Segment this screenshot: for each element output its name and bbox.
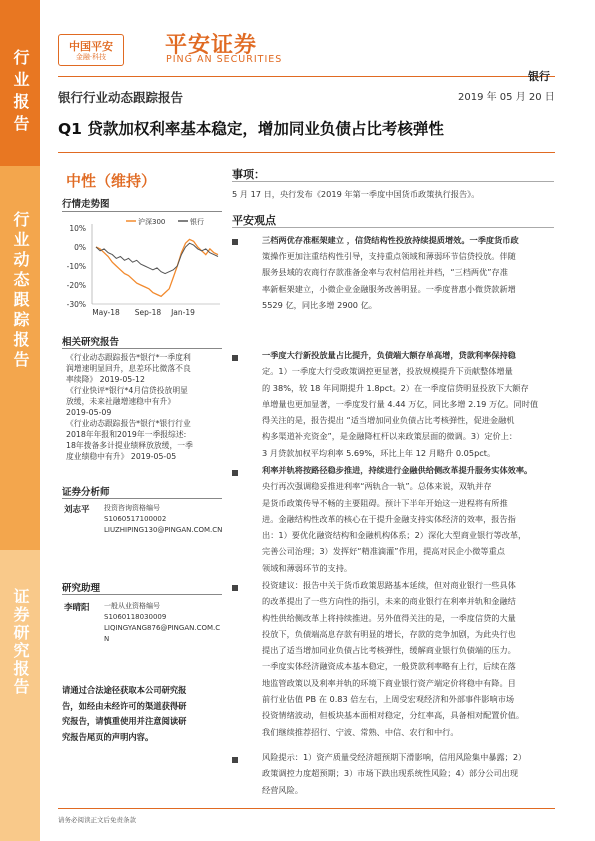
related-line: 18年拨备多计提业绩释放放缓，一季 (66, 441, 193, 450)
footer-rule (58, 808, 555, 809)
paragraph-investment-advice (262, 577, 554, 740)
header-rule (58, 76, 555, 77)
assistant-info-line: 一般从业资格编号 (104, 602, 160, 610)
sidebar-label-securities-research: 证券研究报告 (11, 588, 30, 696)
trend-title-rule (62, 211, 222, 212)
para-line: 三档两优存准框架建立 ，信贷结构性投放持续提质增效。一季度货币政 (262, 235, 519, 245)
x-tick-label: May-18 (92, 308, 120, 317)
para-line: 一季度大行新投放量占比提升，负债端大额存单高增，贷款利率保持稳 (262, 350, 516, 360)
assistant-info-line: S1060118030009 (104, 613, 167, 621)
analyst-title-rule (62, 498, 222, 499)
para-line: 得关注的是，报告提出 “适当增加同业负债占比考核弹性，促进金融机 (262, 415, 515, 426)
report-date: 2019 年 05 月 20 日 (458, 92, 555, 103)
para-line: 前行业估值 PB 在 0.83 倍左右，上周受宏观经济和外部事件影响市场 (262, 694, 515, 705)
events-text: 5 月 17 日，央行发布《2019 年第一季度中国货币政策执行报告》。 (232, 189, 480, 199)
sidebar-label-tracking-report: 行业动态跟踪报告 (11, 211, 30, 371)
sidebar-label-industry-report: 行业报告 (11, 49, 30, 137)
x-tick-label: Jan-19 (171, 308, 195, 317)
para-line: 的改革提出了一些方向性的指引，未来的商业银行在利率并轨和金融结 (262, 596, 516, 607)
legend-label: 银行 (190, 218, 204, 226)
bullet-icon (232, 239, 238, 245)
disclaimer-line: 究报告尾页的声明内容。 (62, 731, 154, 742)
para-line: 投资建议：报告中关于货币政策思路基本延续，但对商业银行一些具体 (262, 580, 516, 590)
paragraph-rate-unification (262, 462, 554, 576)
para-line: 完善公司治理；3）发挥好“精准滴灌”作用，提高对民企小微等重点 (262, 546, 505, 557)
para-line: 率新框架建立，小微企业金融服务改善明显。一季度普惠小微贷款新增 (262, 283, 516, 294)
analyst-name: 刘志平 (64, 505, 90, 515)
paragraph-large-bank-lending (262, 347, 554, 461)
related-line: 放缓，未来社融增速稳中有升》 (66, 397, 176, 406)
assistant-title-rule (62, 594, 222, 595)
paragraph-risk-warning (262, 749, 554, 798)
para-line: 政策调控力度超预期；3）市场下跌出现系统性风险；4）部分公司出现 (262, 768, 519, 779)
para-line: 出：1）要优化融资结构和金融机构体系；2）深化大型商业银行等改革， (262, 530, 527, 541)
y-tick-label: -10% (66, 262, 86, 271)
view-title: 平安观点 (232, 214, 276, 227)
series-line (96, 243, 218, 273)
analyst-section-title: 证券分析师 (62, 487, 110, 498)
footer-note: 请务必阅读正文后免责条款 (58, 816, 136, 824)
report-series: 银行行业动态跟踪报告 (58, 90, 184, 105)
para-line: 经营风险。 (262, 784, 303, 795)
related-line: 度业绩稳中有升》 2019-05-05 (66, 452, 177, 461)
related-line: 《行业动态跟踪报告*银行*一季度利 (66, 353, 191, 362)
events-title-rule (232, 181, 554, 182)
para-line: 地监管政策以及利率并轨的环境下商业银行资产端定价将稳中有降。目 (262, 677, 516, 688)
para-line: 投资情绪波动，但板块基本面相对稳定，分红率高，具备相对配置价值。 (262, 710, 525, 721)
para-line: 定。1）一季度大行受政策调控更显著，投放规模提升下贡献整体增量 (262, 366, 513, 377)
disclaimer-line: 告，如经由未经许可的渠道获得研 (62, 700, 187, 711)
para-line: 5529 亿，同比多增 2900 亿。 (262, 299, 377, 310)
related-line: 率续降》 2019-05-12 (66, 375, 145, 384)
logo-main-text: 中国平安 (69, 40, 113, 53)
para-line: 是货币政策传导不畅的主要阻碍。预计下半年开始这一进程将有所推 (262, 497, 508, 508)
related-line: 润增速明显回升，息差环比微落不良 (66, 364, 191, 373)
para-line: 的 38%，较 18 年同期提升 1.8pct。2）在一季度信贷明显投放下大额存 (262, 382, 529, 393)
brand-name-en: PING AN SECURITIES (166, 54, 283, 65)
y-tick-label: -30% (66, 300, 86, 309)
para-line: 3 月贷款加权平均利率 5.69%，环比上年 12 月略升 0.05pct。 (262, 447, 496, 458)
disclaimer-line: 究报告，请慎重使用并注意阅读研 (62, 716, 187, 726)
y-tick-label: -20% (66, 281, 86, 290)
bullet-icon (232, 470, 238, 476)
related-line: 《行业快评*银行*4月信贷投放明显 (66, 386, 188, 395)
assistant-name: 李晴阳 (64, 603, 90, 613)
paragraph-credit-structure (262, 232, 554, 248)
related-reports-title: 相关研究报告 (62, 337, 120, 348)
view-title-rule (232, 227, 554, 228)
y-tick-label: 10% (69, 224, 86, 233)
para-line: 策操作更加注重结构性引导，支持重点领域和薄弱环节信贷投放。伴随 (262, 251, 516, 261)
x-tick-label: Sep-18 (134, 308, 162, 317)
para-line: 构性供给侧改革上将持续推进。另外值得关注的是，一季度信贷的大量 (262, 612, 516, 623)
related-line: 2018年年报和2019年一季报综述: (66, 430, 187, 439)
ping-an-group-logo (58, 34, 124, 66)
assistant-info (104, 601, 220, 645)
logo-sub-text: 金融·科技 (75, 53, 107, 61)
legend-label: 沪深300 (138, 218, 166, 226)
related-title-rule (62, 348, 222, 349)
para-line: 提出了适当增加同业负债占比考核弹性，缓解商业银行负债端的压力。 (262, 645, 516, 656)
trend-chart-title: 行情走势图 (62, 199, 110, 210)
brand-name-cn: 平安证券 (165, 33, 258, 58)
para-line: 一季度实体经济融资成本基本稳定，一般贷款利率略有上行，后续在落 (262, 661, 516, 672)
report-title: Q1 贷款加权利率基本稳定，增加同业负债占比考核弹性 (58, 120, 444, 138)
para-line: 我们继续推荐招行、宁波、常熟、中信、农行和中行。 (262, 726, 459, 737)
assistant-section-title: 研究助理 (62, 583, 101, 594)
analyst-info-line: S1060517100002 (104, 515, 167, 523)
events-title: 事项： (232, 168, 265, 181)
para-line: 央行再次强调稳妥推进利率“两轨合一轨”。总体来说，双轨并存 (262, 481, 492, 492)
para-line: 领域和薄弱环节的支持。 (262, 562, 353, 573)
analyst-email: LIUZHIPING130@PINGAN.COM.CN (104, 526, 223, 534)
sector-label: 银行 (528, 70, 550, 83)
para-line: 风险提示：1）资产质量受经济超预期下滑影响，信用风险集中暴露；2） (262, 752, 527, 762)
analyst-info-line: 投资咨询资格编号 (104, 504, 160, 512)
related-line: 2019-05-09 (66, 408, 112, 417)
bullet-icon (232, 757, 238, 763)
assistant-email-cont: N (104, 635, 110, 643)
related-line: 《行业动态跟踪报告*银行*银行行业 (66, 419, 191, 428)
assistant-email: LIQINGYANG876@PINGAN.COM.C (104, 624, 221, 632)
y-tick-label: 0% (74, 243, 86, 252)
trend-chart (60, 214, 225, 326)
disclaimer-note (62, 683, 232, 745)
related-reports-list (66, 352, 226, 462)
analyst-info (104, 503, 222, 536)
para-line: 投放下，负债端高息存款有明显的增长，存款的竞争加剧，为此央行也 (262, 628, 516, 639)
paragraph-credit-structure-body (262, 248, 554, 313)
para-line: 构多渠道补充资金”，是金融降杠杆以来政策层面的微调。3）定价上： (262, 431, 518, 442)
disclaimer-line: 请通过合法途径获取本公司研究报 (62, 685, 187, 695)
para-line: 进。金融结构性改革的核心在于提升金融支持实体经济的效率，报告指 (262, 513, 516, 524)
bullet-icon (232, 585, 238, 591)
para-line: 利率并轨将按路径稳步推进，持续进行金融供给侧改革提升服务实体效率。 (262, 465, 533, 475)
para-line: 服务县域的农商行存款准备金率与农村信用社并档，“三档两优”存准 (262, 267, 508, 278)
bullet-icon (232, 355, 238, 361)
rating: 中性（维持） (66, 172, 157, 190)
title-rule (58, 152, 555, 153)
para-line: 单增量也更加显著，一季度发行量 4.44 万亿，同比多增 2.19 万亿。同时值 (262, 398, 539, 409)
